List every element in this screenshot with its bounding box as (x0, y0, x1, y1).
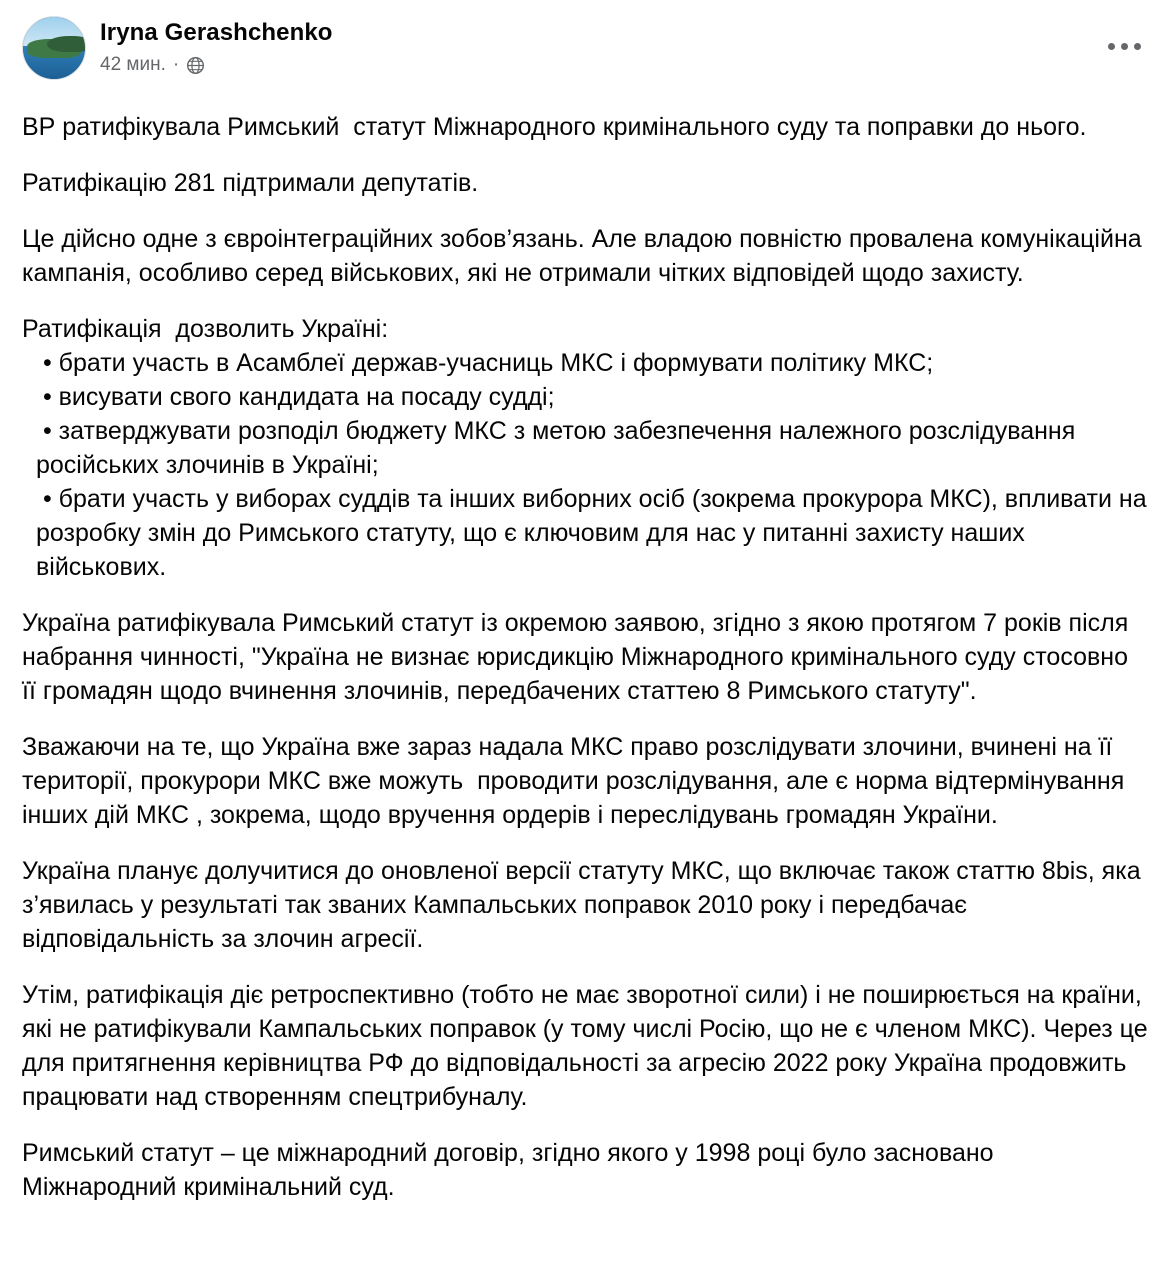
avatar[interactable] (22, 16, 86, 80)
avatar-land-secondary (47, 36, 86, 52)
list-item: • затверджувати розподіл бюджету МКС з метою забезпечення належного розслідування російських злочинів в Україні; (36, 417, 1083, 479)
globe-icon[interactable] (186, 56, 205, 75)
post-paragraph: Україна ратифікувала Римський статут із окремою заявою, згідно з якою протягом 7 років після набрання чинності, "Україна не визнає юрисдикцію Міжнародного кримінального суду стосовно її громадян щодо вчинення злочинів, передбачених статтею 8 Римського статуту". (22, 609, 1136, 705)
post-header-text (100, 16, 333, 76)
post-bullet-list (22, 346, 1154, 584)
post-timestamp[interactable]: 42 мин. (100, 54, 166, 75)
post-paragraph: Ратифікацію 281 підтримали депутатів. (22, 169, 479, 197)
post-header (22, 16, 1148, 92)
post-paragraph: Це дійсно одне з євроінтеграційних зобов’язань. Але владою повністю провалена комунікаційна кампанія, особливо серед військових, які не отримали чітких відповідей щодо захисту. (22, 225, 1149, 287)
post-paragraph: ВР ратифікувала Римський статут Міжнародного кримінального суду та поправки до нього. (22, 113, 1087, 141)
ellipsis-dot (1121, 43, 1128, 50)
author-name[interactable]: Iryna Gerashchenko (100, 19, 333, 46)
list-item: • брати участь у виборах суддів та інших виборних осіб (зокрема прокурора МКС), впливати на розробку змін до Римського статуту, що є ключовим для нас у питанні захисту наших військових. (36, 485, 1154, 581)
post-paragraph: Зважаючи на те, що Україна вже зараз надала МКС право розслідувати злочини, вчинені на її території, прокурори МКС вже можуть проводити розслідування, але є норма відтермінування інших дій МКС , зокрема, щодо вручення ордерів і переслідувань громадян України. (22, 733, 1132, 829)
post-paragraph: Ратифікація дозволить Україні: (22, 315, 389, 343)
post-paragraph: Україна планує долучитися до оновленої версії статуту МКС, що включає також статтю 8bis, яка з’явилась у результаті так званих Кампальських поправок 2010 року і передбачає відповідальність за злочин агресії. (22, 857, 1148, 953)
post-body (22, 110, 1155, 1204)
ellipsis-icon[interactable] (1102, 32, 1146, 60)
ellipsis-dot (1108, 43, 1115, 50)
post-paragraph: Римський статут – це міжнародний договір, згідно якого у 1998 році було засновано Міжнародний кримінальний суд. (22, 1139, 1001, 1201)
post-paragraph: Утім, ратифікація діє ретроспективно (тобто не має зворотної сили) і не поширюється на країни, які не ратифікували Кампальських поправок (у тому числі Росію, що не є членом МКС). Через це для притягнення керівництва РФ до відповідальності за агресію 2022 року Україна продовжить працювати над створенням спецтрибуналу. (22, 981, 1155, 1111)
list-item: • висувати свого кандидата на посаду судді; (36, 383, 555, 411)
meta-separator: · (172, 54, 180, 75)
ellipsis-dot (1134, 43, 1141, 50)
post-meta (100, 54, 333, 76)
list-item: • брати участь в Асамблеї держав-учасниць МКС і формувати політику МКС; (36, 349, 934, 377)
